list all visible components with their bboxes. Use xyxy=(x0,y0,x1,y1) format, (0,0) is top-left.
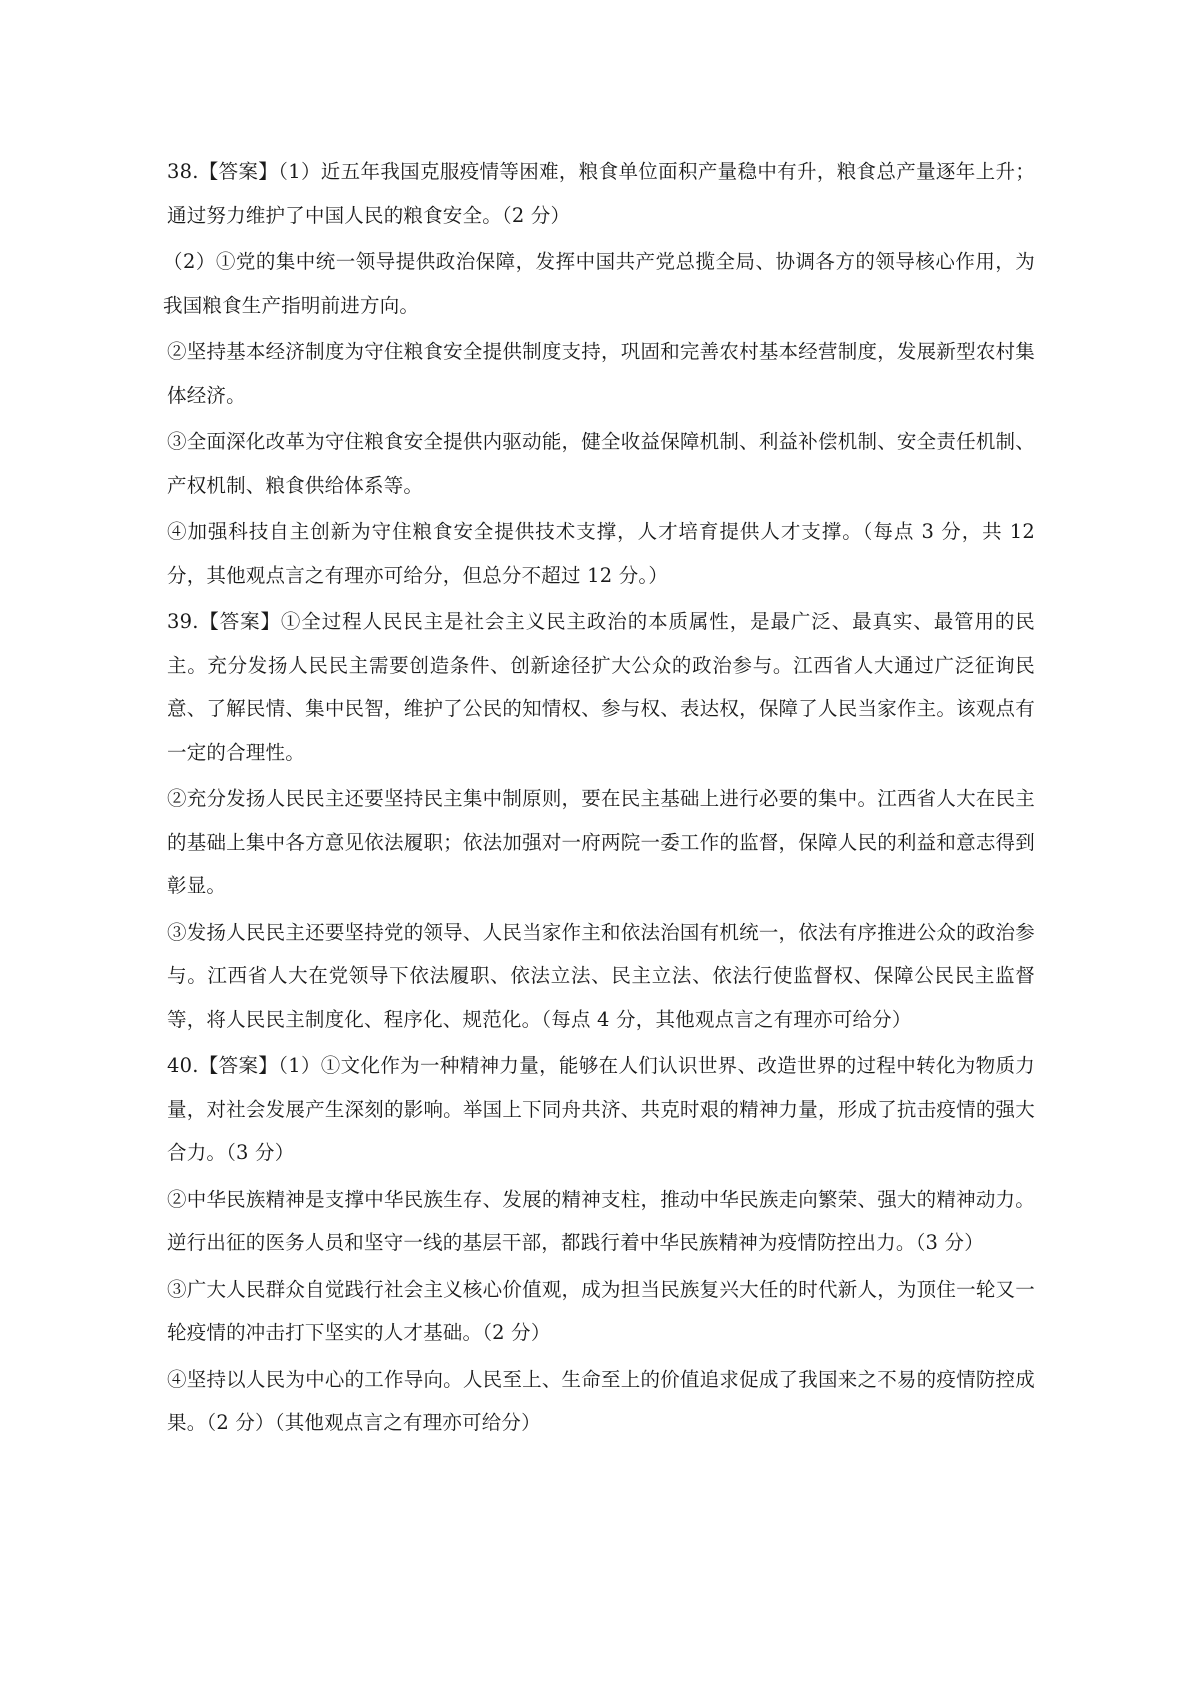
answer-40-part1-point4: ④坚持以人民为中心的工作导向。人民至上、生命至上的价值追求促成了我国来之不易的疫情防控成果。（2 分）（其他观点言之有理亦可给分） xyxy=(167,1367,1035,1434)
answer-38-part2-point2: ②坚持基本经济制度为守住粮食安全提供制度支持，巩固和完善农村基本经营制度，发展新型农村集体经济。 xyxy=(167,340,1035,407)
answer-38-part2-point3: ③全面深化改革为守住粮食安全提供内驱动能，健全收益保障机制、利益补偿机制、安全责任机制、产权机制、粮食供给体系等。 xyxy=(167,430,1035,497)
answer-38-part2-point1: （2）①党的集中统一领导提供政治保障，发挥中国共产党总揽全局、协调各方的领导核心作用，为我国粮食生产指明前进方向。 xyxy=(163,250,1035,317)
answer-38-part2-point4: ④加强科技自主创新为守住粮食安全提供技术支撑，人才培育提供人才支撑。（每点 3 分，共 12 分，其他观点言之有理亦可给分，但总分不超过 12 分。） xyxy=(167,520,1035,587)
answer-39-point2: ②充分发扬人民民主还要坚持民主集中制原则，要在民主基础上进行必要的集中。江西省人大在民主的基础上集中各方意见依法履职；依法加强对一府两院一委工作的监督，保障人民的利益和意志得到彰显。 xyxy=(167,787,1035,897)
answer-40-part1-point2: ②中华民族精神是支撑中华民族生存、发展的精神支柱，推动中华民族走向繁荣、强大的精神动力。逆行出征的医务人员和坚守一线的基层干部，都践行着中华民族精神为疫情防控出力。（3 分） xyxy=(167,1187,1035,1254)
answer-document xyxy=(163,150,1035,1448)
answer-40-part1-point1: 40.【答案】（1）①文化作为一种精神力量，能够在人们认识世界、改造世界的过程中转化为物质力量，对社会发展产生深刻的影响。举国上下同舟共济、共克时艰的精神力量，形成了抗击疫情的强大合力。（3 分） xyxy=(167,1054,1035,1164)
answer-39-point3: ③发扬人民民主还要坚持党的领导、人民当家作主和依法治国有机统一，依法有序推进公众的政治参与。江西省人大在党领导下依法履职、依法立法、民主立法、依法行使监督权、保障公民民主监督等，将人民民主制度化、程序化、规范化。（每点 4 分，其他观点言之有理亦可给分） xyxy=(167,920,1035,1031)
answer-38-part1: 38.【答案】（1）近五年我国克服疫情等困难，粮食单位面积产量稳中有升，粮食总产量逐年上升；通过努力维护了中国人民的粮食安全。（2 分） xyxy=(167,160,1035,227)
answer-40-part1-point3: ③广大人民群众自觉践行社会主义核心价值观，成为担当民族复兴大任的时代新人，为顶住一轮又一轮疫情的冲击打下坚实的人才基础。（2 分） xyxy=(167,1277,1035,1344)
answer-39-point1: 39.【答案】①全过程人民民主是社会主义民主政治的本质属性，是最广泛、最真实、最管用的民主。充分发扬人民民主需要创造条件、创新途径扩大公众的政治参与。江西省人大通过广泛征询民意、了解民情、集中民智，维护了公民的知情权、参与权、表达权，保障了人民当家作主。该观点有一定的合理性。 xyxy=(167,610,1035,764)
